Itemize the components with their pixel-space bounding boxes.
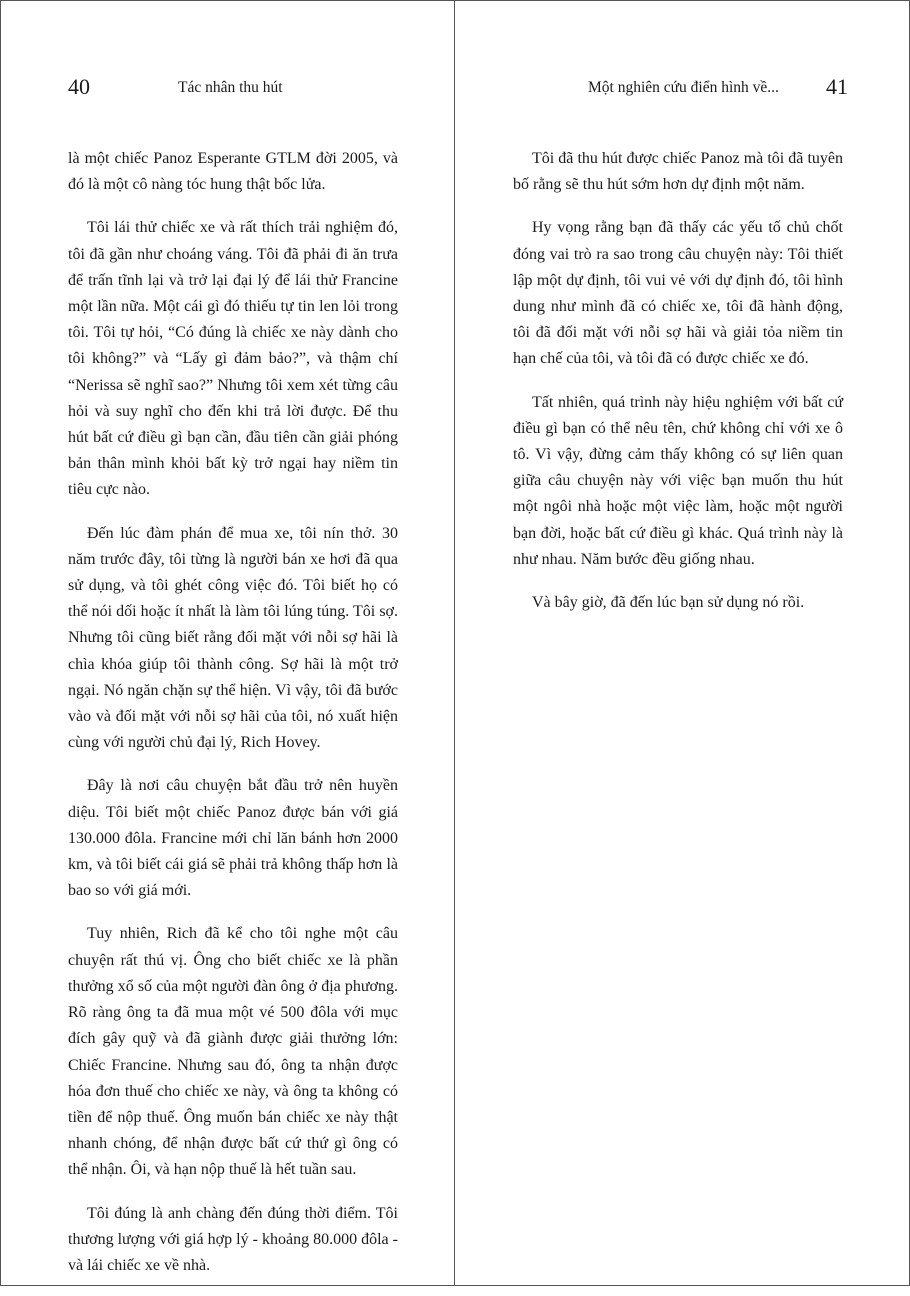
left-paragraph-4: Đây là nơi câu chuyện bắt đầu trở nên huyền diệu. Tôi biết một chiếc Panoz được bán với giá 130.000 đôla. Francine mới chỉ lăn bánh hơn 2000 km, và tôi biết cái giá sẽ phải trả không thấp hơn là bao so với giá mới. [68, 777, 398, 900]
left-paragraph-3: Đến lúc đàm phán để mua xe, tôi nín thở. 30 năm trước đây, tôi từng là người bán xe hơi đã qua sử dụng, và tôi ghét công việc đó. Tôi biết họ có thể nói dối hoặc ít nhất là làm tôi lúng túng. Tôi sợ. Nhưng tôi cũng biết rằng đối mặt với nỗi sợ hãi là chìa khóa giúp tôi thành công. Sợ hãi là một trở ngại. Nó ngăn chặn sự thể hiện. Vì vậy, tôi đã bước vào và đối mặt với nỗi sợ hãi của tôi, nó xuất hiện cùng với người chủ đại lý, Rich Hovey. [68, 524, 398, 752]
right-page-number: 41 [826, 74, 848, 99]
left-page-header [0, 72, 454, 102]
left-page-number: 40 [68, 74, 90, 99]
right-page-header [455, 72, 910, 102]
right-paragraph-2: Hy vọng rằng bạn đã thấy các yếu tố chủ chốt đóng vai trò ra sao trong câu chuyện này: Tôi thiết lập một dự định, tôi vui vẻ với dự định đó, tôi hình dung như mình đã có chiếc xe, tôi đã hành động, tôi đã đối mặt với nỗi sợ hãi và giải tỏa niềm tin hạn chế của tôi, và tôi đã có được chiếc xe đó. [513, 219, 843, 368]
left-paragraph-6: Tôi đúng là anh chàng đến đúng thời điểm. Tôi thương lượng với giá hợp lý - khoảng 80.000 đôla - và lái chiếc xe về nhà. [68, 1204, 398, 1274]
right-page-body [513, 146, 843, 633]
right-page [455, 0, 910, 1286]
left-paragraph-5: Tuy nhiên, Rich đã kể cho tôi nghe một câu chuyện rất thú vị. Ông cho biết chiếc xe là phần thưởng xổ số của một người đàn ông ở địa phương. Rõ ràng ông ta đã mua một vé 500 đôla với mục đích gây quỹ và đã giành được giải thưởng lớn: Chiếc Francine. Nhưng sau đó, ông ta nhận được hóa đơn thuế cho chiếc xe này, và ông ta không có tiền để nộp thuế. Ông muốn bán chiếc xe này thật nhanh chóng, để nhận được bất cứ thứ gì ông có thể nhận. Ôi, và hạn nộp thuế là hết tuần sau. [68, 925, 398, 1179]
left-page [0, 0, 454, 1286]
left-running-title: Tác nhân thu hút [178, 79, 283, 96]
right-running-title: Một nghiên cứu điển hình về... [588, 79, 779, 96]
left-paragraph-1: là một chiếc Panoz Esperante GTLM đời 2005, và đó là một cô nàng tóc hung thật bốc lửa. [68, 150, 398, 194]
right-paragraph-4: Và bây giờ, đã đến lúc bạn sử dụng nó rồi. [532, 594, 805, 612]
right-paragraph-3: Tất nhiên, quá trình này hiệu nghiệm với bất cứ điều gì bạn có thể nêu tên, chứ không chỉ với xe ô tô. Vì vậy, đừng cảm thấy không có sự liên quan giữa câu chuyện này với việc bạn muốn thu hút một ngôi nhà hoặc một việc làm, hoặc một người bạn đời, hoặc bất cứ điều gì khác. Quá trình này là như nhau. Năm bước đều giống nhau. [513, 393, 843, 568]
right-paragraph-1: Tôi đã thu hút được chiếc Panoz mà tôi đã tuyên bố rằng sẽ thu hút sớm hơn dự định một năm. [513, 150, 843, 194]
left-paragraph-2: Tôi lái thử chiếc xe và rất thích trải nghiệm đó, tôi đã gần như choáng váng. Tôi đã phải đi ăn trưa để trấn tĩnh lại và trở lại đại lý để lái thử Francine một lần nữa. Một cái gì đó thiếu tự tin len lỏi trong tôi. Tôi tự hỏi, “Có đúng là chiếc xe này dành cho tôi không?” và “Lấy gì đảm bảo?”, và thậm chí “Nerissa sẽ nghĩ sao?” Nhưng tôi xem xét từng câu hỏi và suy nghĩ cho đến khi trả lời được. Để thu hút bất cứ điều gì bạn cần, đầu tiên cần giải phóng bản thân mình khỏi bất kỳ trở ngại hay niềm tin tiêu cực nào. [68, 219, 398, 499]
left-page-body [68, 146, 398, 1296]
